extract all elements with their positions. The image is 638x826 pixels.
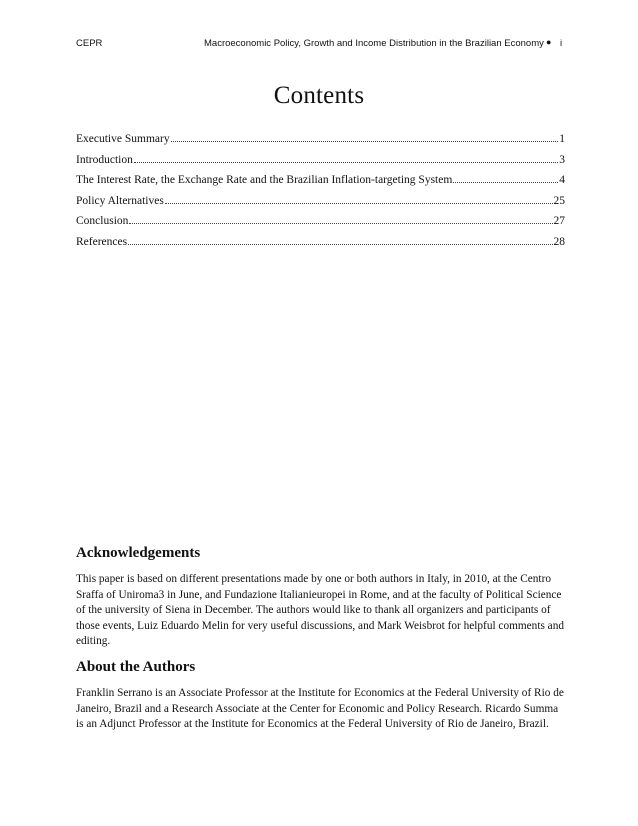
toc-entry-label: Executive Summary xyxy=(76,133,170,145)
toc-leader-dots xyxy=(134,150,558,163)
about-authors-text: Franklin Serrano is an Associate Professor at the Institute for Economics at the Federal University of Rio de Janeiro, Brazil and a Research Associate at the Center for Economic and Policy Research. Ricardo Summa is an Adjunct Professor at the Institute for Economics at the Federal University of Rio de Janeiro, Brazil. xyxy=(76,687,564,731)
toc-entry-conclusion[interactable] xyxy=(76,211,565,232)
about-authors-heading: About the Authors xyxy=(76,659,196,675)
toc-entry-page: 28 xyxy=(553,235,565,248)
toc-entry-interest-rate[interactable] xyxy=(76,170,565,191)
toc-entry-executive-summary[interactable] xyxy=(76,129,565,150)
contents-title: Contents xyxy=(273,82,365,109)
toc-leader-dots xyxy=(128,232,552,245)
toc-entry-page: 4 xyxy=(559,174,565,186)
toc-entry-label: The Interest Rate, the Exchange Rate and the Brazilian Inflation-targeting System xyxy=(76,174,453,186)
toc-entry-label: Policy Alternatives xyxy=(76,194,164,207)
header-document-title: Macroeconomic Policy, Growth and Income Distribution in the Brazilian Economy xyxy=(204,38,544,49)
toc-entry-page: 1 xyxy=(559,133,565,145)
toc-leader-dots xyxy=(453,170,558,183)
toc-entry-label: Conclusion xyxy=(76,215,129,227)
header-page-number: i xyxy=(560,38,563,49)
toc-entry-policy-alternatives[interactable] xyxy=(76,191,565,212)
toc-entry-page: 27 xyxy=(553,215,565,227)
toc-entry-introduction[interactable] xyxy=(76,150,565,171)
toc-leader-dots xyxy=(129,211,552,224)
toc-entry-label: References xyxy=(76,235,128,248)
toc-entry-references[interactable] xyxy=(76,232,565,253)
toc-entry-label: Introduction xyxy=(76,153,133,166)
header-org: CEPR xyxy=(76,38,103,49)
toc-entry-page: 25 xyxy=(553,194,565,207)
toc-leader-dots xyxy=(171,129,559,142)
acknowledgements-heading: Acknowledgements xyxy=(76,545,201,561)
table-of-contents xyxy=(76,129,565,252)
toc-entry-page: 3 xyxy=(559,153,565,166)
acknowledgements-text: This paper is based on different presentations made by one or both authors in Italy, in 2010, at the Centro Sraffa of Uniroma3 in June, and Fundazione Italianieuropei in Rome, and at the faculty of Political Science of the university of Siena in December. The authors would like to thank all organizers and participants of those events, Luiz Eduardo Melin for very useful discussions, and Mark Weisbrot for helpful comments and editing. xyxy=(76,573,564,648)
toc-leader-dots xyxy=(165,191,553,204)
bullet-icon: ● xyxy=(546,37,552,47)
